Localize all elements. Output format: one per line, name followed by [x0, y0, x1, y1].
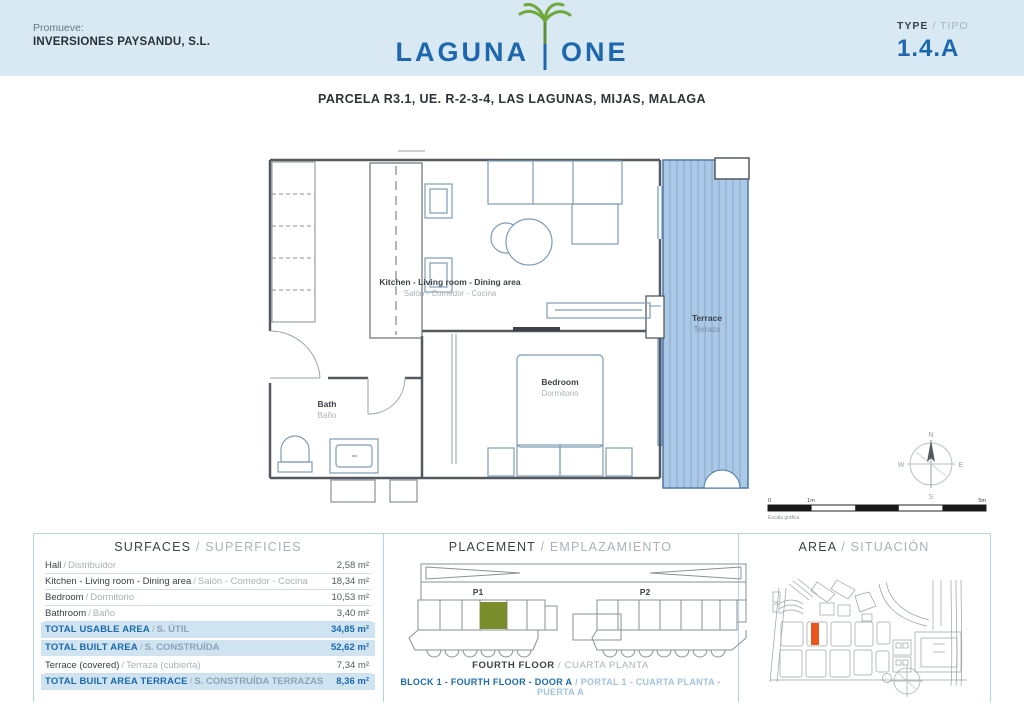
- window-sill-box: [646, 296, 664, 338]
- terrace-label-es: Terraza: [693, 325, 721, 334]
- surface-row-bathroom: [45, 606, 371, 622]
- entrance-door: [270, 331, 320, 378]
- row-value: 18,34 m²: [331, 576, 369, 587]
- compass-e: E: [958, 462, 964, 469]
- panel-divider: [33, 533, 34, 702]
- bed: [488, 355, 632, 476]
- bath-door: [368, 378, 405, 414]
- surfaces-title: [33, 540, 383, 554]
- row-label-en: TOTAL BUILT AREA: [45, 642, 138, 653]
- row-label-en: TOTAL BUILT AREA TERRACE: [45, 676, 188, 687]
- row-separator: /: [63, 560, 67, 571]
- promoter-block: [33, 21, 210, 51]
- portal-1-label: P1: [472, 587, 484, 597]
- placement-title: [383, 540, 738, 554]
- scale-bar: [758, 495, 1003, 525]
- row-label-en: TOTAL USABLE AREA: [45, 624, 150, 635]
- scale-one: 1m: [807, 498, 815, 504]
- kitchen-cabinets: [272, 162, 315, 322]
- promoter-label: Promueve:: [33, 22, 84, 34]
- compass-w: W: [897, 462, 905, 469]
- brand-right-text: ONE: [560, 37, 629, 67]
- kitchen-island: [370, 163, 452, 338]
- surface-row-hall: [45, 558, 371, 574]
- bedroom-label: Bedroom: [541, 377, 579, 387]
- palm-tree-icon: [538, 39, 552, 66]
- bath-label-es: Baño: [317, 411, 337, 420]
- surface-row-bedroom: [45, 590, 371, 606]
- toilet: [278, 436, 312, 472]
- highlighted-parcel: [811, 623, 819, 645]
- parcel-subtitle: PARCELA R3.1, UE. R-2-3-4, LAS LAGUNAS, MIJAS, MALAGA: [318, 92, 706, 106]
- row-label-en: Kitchen - Living room - Dining area: [45, 576, 192, 587]
- row-value: 8,36 m²: [336, 676, 369, 687]
- panel-divider: [990, 533, 991, 702]
- row-value: 34,85 m²: [330, 624, 369, 635]
- walls: [270, 160, 660, 478]
- living-room-label: Kitchen - Living room - Dining area: [379, 277, 521, 287]
- row-value: 52,62 m²: [330, 642, 369, 653]
- scale-five: 5m: [978, 498, 986, 504]
- compass-s: S: [928, 494, 934, 501]
- surfaces-title-en: SURFACES: [114, 540, 192, 554]
- row-label-es: Distribuidor: [68, 560, 117, 571]
- terrace-area: [663, 158, 749, 488]
- row-value: 7,34 m²: [336, 660, 369, 671]
- placement-title-en: PLACEMENT: [448, 540, 536, 554]
- surfaces-title-es: SUPERFICIES: [205, 540, 302, 554]
- row-label-en: Terrace (covered): [45, 660, 120, 671]
- row-value: 2,58 m²: [336, 560, 369, 571]
- adjacent-structures: [331, 480, 417, 502]
- row-separator: /: [88, 608, 91, 619]
- surface-row-total-usable: [41, 622, 375, 640]
- location-caption: [383, 677, 738, 697]
- type-block: [897, 20, 969, 63]
- location-caption-es: PORTAL 1 - CUARTA PLANTA - PUERTA A: [536, 677, 721, 697]
- row-separator: /: [139, 642, 143, 653]
- scale-zero: 0: [768, 498, 772, 504]
- caption-separator: /: [575, 677, 578, 687]
- row-label-es: Salón - Comedor - Cocina: [197, 576, 308, 587]
- bottom-divider-line: [33, 533, 990, 534]
- floor-caption-en: FOURTH FLOOR: [472, 660, 555, 671]
- caption-separator: /: [558, 660, 562, 671]
- row-value: 10,53 m²: [331, 592, 369, 603]
- row-label-es: Baño: [92, 608, 116, 619]
- compass-n: N: [928, 432, 934, 439]
- scale-caption: Escala gráfica: [768, 515, 800, 521]
- surface-row-kitchen: [45, 574, 371, 590]
- building-placement-diagram: [405, 558, 750, 658]
- surface-row-total-built: [41, 640, 375, 658]
- type-label: TYPE: [897, 20, 929, 32]
- surface-row-total-terrace: [41, 674, 375, 692]
- area-title-es: SITUACIÓN: [850, 540, 930, 554]
- row-label-es: Terraza (cubierta): [126, 660, 201, 671]
- terrace-label: Terrace: [691, 313, 723, 323]
- row-label-es: S. CONSTRUÍDA: [144, 642, 220, 653]
- dining-table: [491, 219, 552, 265]
- row-label-es: S. ÚTIL: [156, 624, 190, 635]
- row-label-es: Dormitorio: [90, 592, 135, 603]
- type-label-es: TIPO: [940, 20, 969, 32]
- situation-map: [765, 578, 975, 688]
- bedroom-label-es: Dormitorio: [541, 389, 579, 398]
- row-label-es: S. CONSTRUÍDA TERRAZAS: [194, 676, 324, 687]
- row-separator: /: [121, 660, 125, 671]
- title-separator: /: [841, 540, 846, 554]
- title-separator: /: [195, 540, 201, 554]
- living-room-label-es: Salón - Comedor - Cocina: [403, 289, 497, 298]
- compass-rose-icon: [895, 428, 967, 504]
- bath-label: Bath: [317, 399, 337, 409]
- row-separator: /: [85, 592, 89, 603]
- floor-plan: [250, 146, 750, 506]
- title-separator: /: [540, 540, 546, 554]
- floor-caption: [383, 660, 738, 671]
- row-label-en: Bedroom: [45, 592, 84, 603]
- brand-left-text: LAGUNA: [395, 37, 529, 67]
- row-label-en: Bathroom: [45, 608, 87, 619]
- area-title: [738, 540, 990, 554]
- placement-title-es: EMPLAZAMIENTO: [549, 540, 673, 554]
- row-separator: /: [193, 576, 196, 587]
- sink: [330, 439, 378, 473]
- row-label-en: Hall: [45, 560, 62, 571]
- row-value: 3,40 m²: [336, 608, 369, 619]
- floor-caption-es: CUARTA PLANTA: [564, 660, 649, 671]
- header-band: [0, 0, 1024, 76]
- type-separator: /: [932, 20, 937, 32]
- row-separator: /: [151, 624, 155, 635]
- surfaces-table: [45, 558, 371, 692]
- promoter-name: INVERSIONES PAYSANDU, S.L.: [33, 36, 211, 49]
- area-title-en: AREA: [798, 540, 837, 554]
- wardrobe-lines: [452, 334, 456, 464]
- tv-sideboard: [547, 303, 650, 318]
- surface-row-terrace: [45, 658, 371, 674]
- type-value: 1.4.A: [897, 35, 960, 62]
- highlighted-unit: [480, 602, 507, 629]
- portal-2-label: P2: [639, 587, 651, 597]
- row-separator: /: [189, 676, 193, 687]
- location-caption-en: BLOCK 1 - FOURTH FLOOR - DOOR A: [400, 677, 573, 687]
